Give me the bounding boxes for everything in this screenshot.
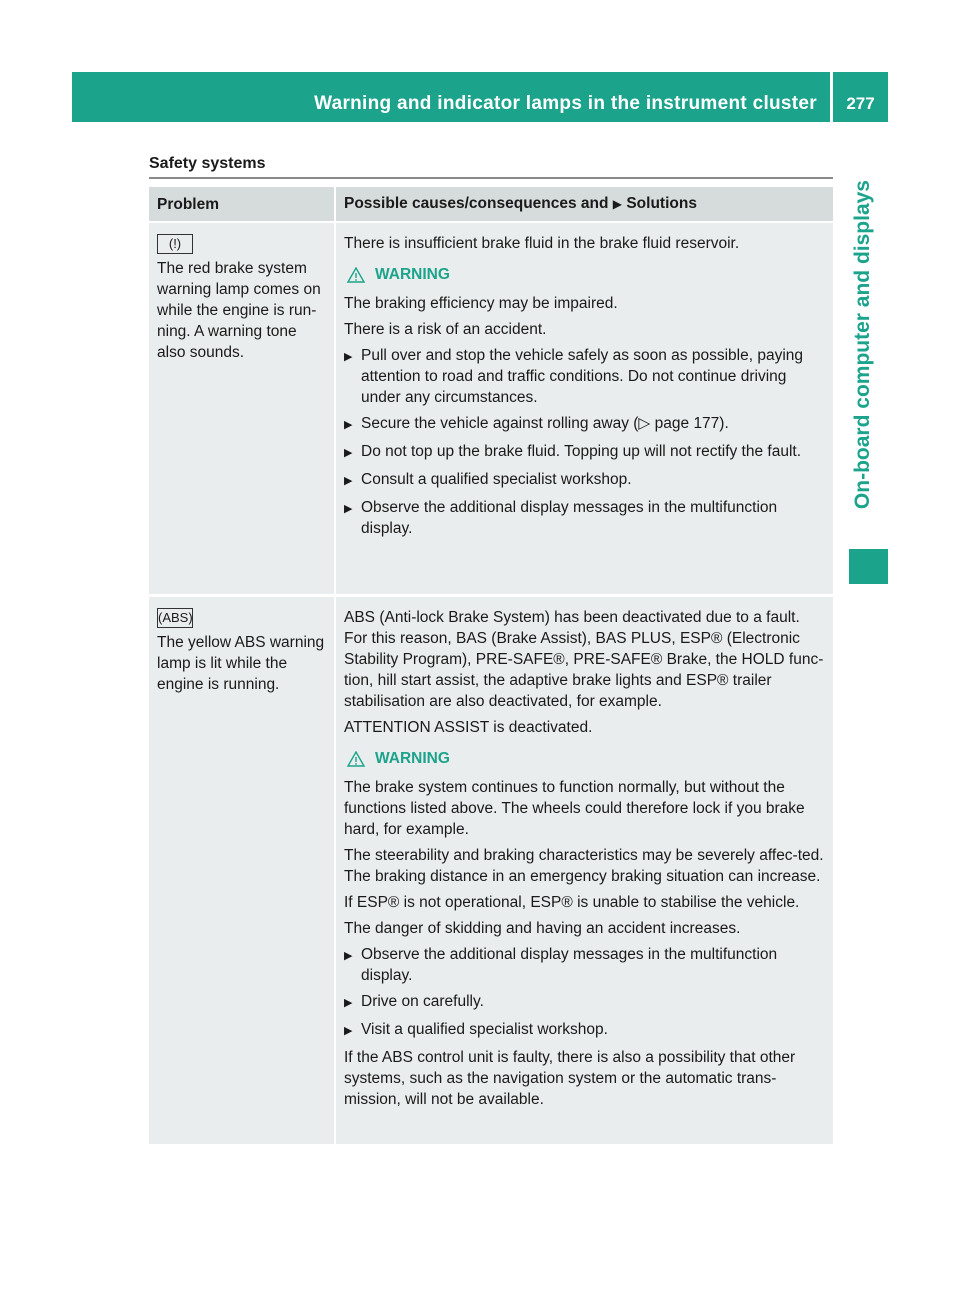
solution-cell — [336, 221, 833, 594]
step-item — [344, 497, 825, 539]
warning-text: The braking efficiency may be impaired. — [344, 295, 618, 312]
page-number: 277 — [846, 94, 875, 113]
table-row — [149, 594, 833, 1144]
warning-label: WARNING — [375, 266, 450, 283]
cause-text: ATTENTION ASSIST is deactivated. — [344, 719, 593, 736]
warning-text: If ESP® is not operational, ESP® is unable to stabilise the vehicle. — [344, 894, 800, 911]
warning-label: WARNING — [375, 750, 450, 767]
step-item — [344, 345, 825, 408]
arrow-icon: ▶ — [612, 197, 623, 211]
table-row — [149, 221, 833, 594]
step-item — [344, 469, 825, 492]
step-item — [344, 944, 825, 986]
step-arrow-icon: ▶ — [344, 351, 353, 363]
side-chapter-label-text: On-board computer and displays — [851, 180, 874, 510]
chapter-title: Warning and indicator lamps in the instrument cluster — [314, 93, 817, 114]
table-header-row — [149, 187, 833, 221]
problem-text: The yellow ABS warning lamp is lit while the engine is running. — [157, 634, 325, 693]
warning-heading — [344, 748, 825, 769]
section-rule — [149, 177, 833, 179]
step-item — [344, 1019, 825, 1042]
cause-text: There is insufficient brake fluid in the brake fluid reservoir. — [344, 235, 740, 252]
problem-cell — [149, 221, 336, 594]
closing-text: If the ABS control unit is faulty, there is also a possibility that other systems, such as the navigation system or the automatic trans-mission, will not be available. — [344, 1049, 796, 1108]
side-chapter-label — [843, 150, 883, 540]
problem-cell — [149, 594, 336, 1144]
warning-triangle-icon — [347, 751, 365, 767]
warning-text: The steerability and braking characteristics may be severely affec-ted. The braking distance in an emergency braking situation can increase. — [344, 847, 824, 885]
problems-table — [149, 187, 833, 1144]
step-arrow-icon: ▶ — [344, 997, 353, 1009]
column-header-solutions-post: Solutions — [626, 195, 697, 212]
warning-heading — [344, 264, 825, 285]
step-arrow-icon: ▶ — [344, 475, 353, 487]
section-title: Safety systems — [149, 155, 266, 172]
column-header-solutions-pre: Possible causes/consequences and — [344, 195, 609, 212]
step-text: Observe the additional display messages in the multifunction display. — [361, 946, 778, 984]
warning-text: There is a risk of an accident. — [344, 321, 547, 338]
cause-text: ABS (Anti-lock Brake System) has been deactivated due to a fault. For this reason, BAS (Brake Assist), BAS PLUS, ESP® (Electronic Stability Program), PRE-SAFE®, PRE-SAFE® Brake, the HOLD func-tion, hill start assist, the adaptive brake lights and ESP® trailer stabilisation are also deactivated, for example. — [344, 609, 824, 710]
step-text: Consult a qualified specialist workshop. — [361, 471, 632, 488]
warning-triangle-icon — [347, 267, 365, 283]
step-text: Do not top up the brake fluid. Topping up will not rectify the fault. — [361, 443, 802, 460]
step-text: Secure the vehicle against rolling away (▷ page 177). — [361, 415, 729, 432]
step-item — [344, 441, 825, 464]
step-item — [344, 991, 825, 1014]
abs-warning-lamp-icon: (ABS) — [157, 608, 193, 628]
step-arrow-icon: ▶ — [344, 503, 353, 515]
side-tab-marker — [849, 549, 888, 584]
step-arrow-icon: ▶ — [344, 447, 353, 459]
problem-text: The red brake system warning lamp comes on while the engine is run-ning. A warning tone also sounds. — [157, 260, 321, 361]
step-text: Drive on carefully. — [361, 993, 484, 1010]
step-text: Pull over and stop the vehicle safely as soon as possible, paying attention to road and traffic conditions. Do not continue driving under any circumstances. — [361, 347, 804, 406]
column-header-solutions — [336, 187, 833, 221]
step-arrow-icon: ▶ — [344, 950, 353, 962]
step-arrow-icon: ▶ — [344, 1025, 353, 1037]
step-arrow-icon: ▶ — [344, 419, 353, 431]
warning-text: The danger of skidding and having an accident increases. — [344, 920, 741, 937]
brake-warning-lamp-icon: (!) — [157, 234, 193, 254]
step-item — [344, 413, 825, 436]
solution-cell — [336, 594, 833, 1144]
step-text: Visit a qualified specialist workshop. — [361, 1021, 608, 1038]
warning-text: The brake system continues to function normally, but without the functions listed above. The wheels could therefore lock if you brake hard, for example. — [344, 779, 805, 838]
header-bar — [72, 72, 888, 122]
step-text: Observe the additional display messages in the multifunction display. — [361, 499, 778, 537]
column-header-problem: Problem — [149, 187, 336, 221]
